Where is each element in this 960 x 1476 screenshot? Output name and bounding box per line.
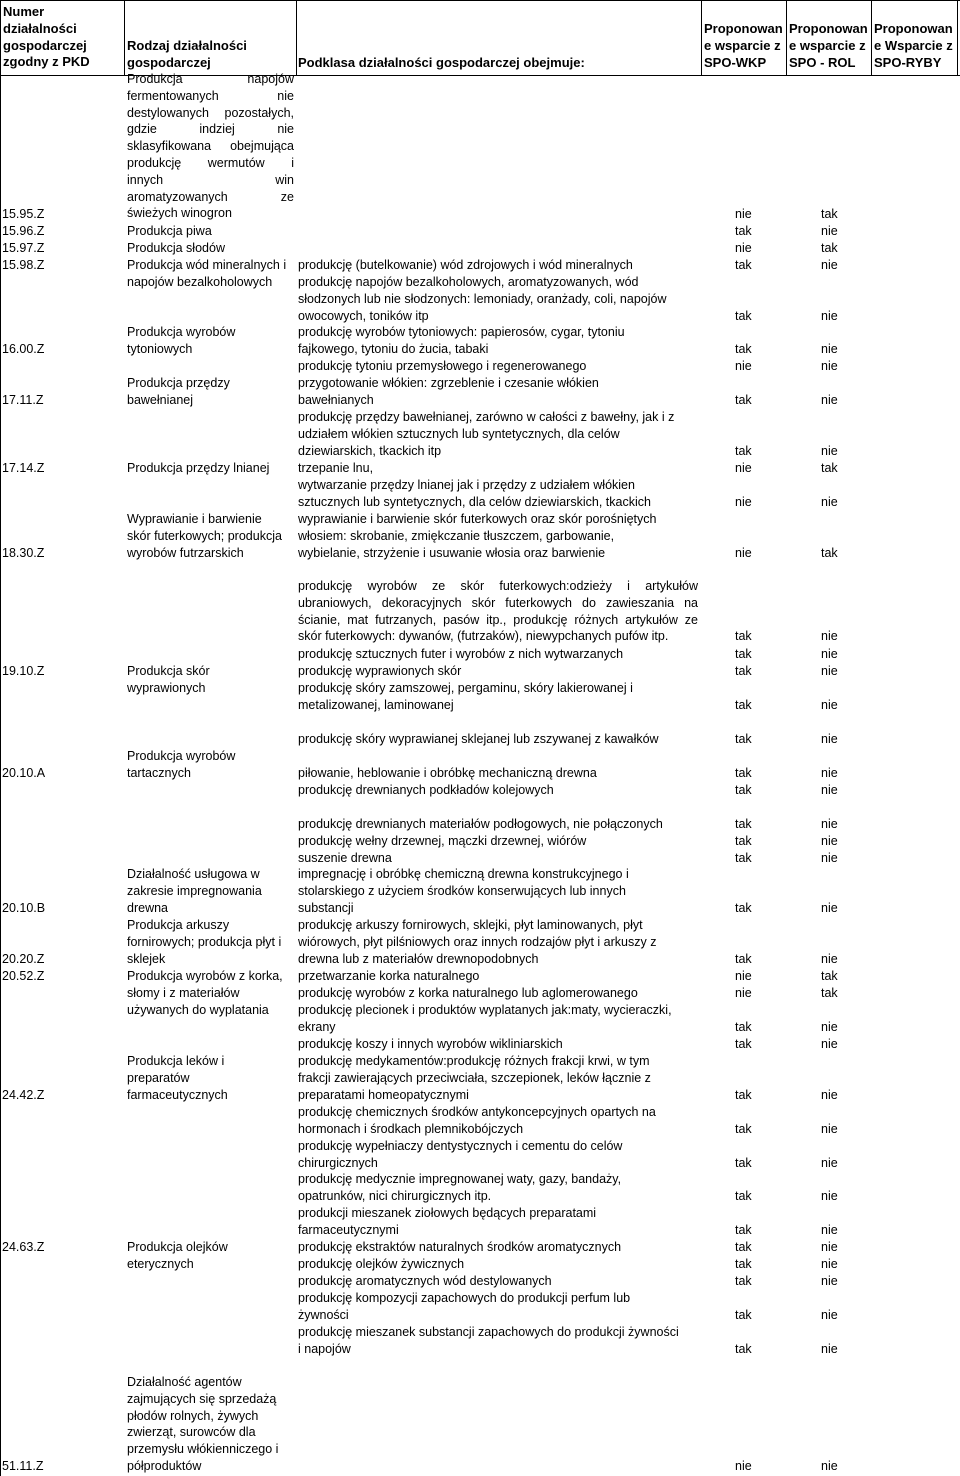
support-rol: nie <box>821 359 838 373</box>
header-podklasa: Podklasa działalności gospodarczej obejmuje: <box>298 55 585 70</box>
support-rol: nie <box>821 1019 838 1034</box>
subclass-description: produkcję mieszanek substancji zapachowych do produkcji żywności i napojów <box>298 1325 679 1356</box>
support-wkp: tak <box>735 664 752 678</box>
subclass-description: produkcję skóry wyprawianej sklejanej lub zszywanej z kawałków <box>298 732 659 746</box>
subclass-description: produkcję wypełniaczy dentystycznych i cementu do celów chirurgicznych <box>298 1139 623 1170</box>
subclass-description: produkcję medycznie impregnowanej waty, gazy, bandaży, opatrunków, nici chirurgicznych itp. <box>298 1172 622 1203</box>
support-rol: nie <box>821 494 838 509</box>
pkd-code: 19.10.Z <box>2 664 45 678</box>
support-wkp: tak <box>735 1257 752 1271</box>
support-rol: nie <box>821 1274 838 1288</box>
subclass-description: wytwarzanie przędzy lnianej jak i przędzy z udziałem włókien sztucznych lub syntetycznych, dla celów dziewiarskich, tkackich <box>298 478 651 509</box>
pkd-code: 15.98.Z <box>2 258 45 272</box>
subclass-description: produkcję kompozycji zapachowych do produkcji perfum lub żywności <box>298 1291 631 1322</box>
support-rol: nie <box>821 1087 838 1102</box>
subclass-description: produkcję olejków żywicznych <box>298 1257 465 1271</box>
pkd-code: 20.10.A <box>2 766 46 780</box>
subclass-description: produkcję aromatycznych wód destylowanych <box>298 1274 552 1288</box>
subclass-description: produkcję (butelkowanie) wód zdrojowych i wód mineralnych <box>298 258 633 272</box>
activity-type: Produkcja przędzy lnianej <box>127 461 270 475</box>
activity-type: Produkcja leków i preparatów farmaceutycznych <box>127 1054 228 1102</box>
grid-line <box>957 0 958 76</box>
support-wkp: tak <box>735 1087 752 1102</box>
subclass-description: produkcję medykamentów:produkcję różnych frakcji krwi, w tym frakcji zawierających przeciwciała, szczepionek, leków łącznie z preparatami homeopatycznymi <box>298 1054 651 1102</box>
support-wkp: nie <box>735 545 752 560</box>
subclass-description: produkcję wełny drzewnej, mączki drzewnej, wiórów <box>298 834 587 848</box>
pkd-code: 15.96.Z <box>2 224 45 238</box>
activity-type: Produkcja przędzy bawełnianej <box>127 376 230 407</box>
support-rol: nie <box>821 1257 838 1271</box>
pkd-code: 15.95.Z <box>2 207 45 221</box>
support-wkp: tak <box>735 697 752 712</box>
support-rol: tak <box>821 241 838 255</box>
support-wkp: tak <box>735 1341 752 1356</box>
subclass-description: produkcję wyrobów tytoniowych: papierosów, cygar, tytoniu fajkowego, tytoniu do żucia, tabaki <box>298 325 625 356</box>
subclass-description: produkcję wyrobów ze skór futerkowych:odzieży i artykułów ubraniowych, dekoracyjnych skór futerkowych do zawieszania na ścianie, mat futrzanych, pasów itp., produkcję różnych artykułów ze skór futerkowych: dywanów, (futrzaków), niewypchanych pufów itp. <box>298 579 698 644</box>
pkd-code: 18.30.Z <box>2 546 45 560</box>
activity-type: Produkcja olejków eterycznych <box>127 1240 228 1271</box>
support-wkp: tak <box>735 392 752 407</box>
support-wkp: nie <box>735 359 752 373</box>
support-wkp: tak <box>735 629 752 644</box>
grid-line <box>296 0 297 76</box>
support-rol: tak <box>821 545 838 560</box>
support-wkp: tak <box>735 732 752 746</box>
subclass-description: wyprawianie i barwienie skór futerkowych oraz skór porośniętych włosiem: skrobanie, zmiękczanie tłuszczem, garbowanie, wybielanie, strzyżenie i usuwanie włosia oraz barwienie <box>298 512 657 560</box>
subclass-description: produkcję arkuszy fornirowych, sklejki, płyt laminowanych, płyt wiórowych, płyt pilśniowych oraz innych rodzajów płyt i arkuszy z drewna lub z materiałów drewnopodobnych <box>298 918 657 966</box>
subclass-description: produkcję chemicznych środków antykoncepcyjnych opartych na hormonach i środkach plemnikobójczych <box>298 1105 656 1136</box>
support-rol: nie <box>821 647 838 661</box>
grid-line <box>124 0 125 76</box>
grid-line <box>0 0 1 1476</box>
support-wkp: tak <box>735 1222 752 1237</box>
pkd-code: 20.20.Z <box>2 952 45 966</box>
support-wkp: tak <box>735 900 752 915</box>
support-wkp: tak <box>735 224 752 238</box>
support-rol: nie <box>821 783 838 797</box>
support-rol: nie <box>821 664 838 678</box>
header-spo-wkp: Proponowan e wsparcie z SPO-WKP <box>704 21 783 70</box>
support-rol: nie <box>821 951 838 966</box>
subclass-description: suszenie drewna <box>298 851 392 865</box>
header-rodzaj: Rodzaj działalności gospodarczej <box>127 38 247 70</box>
support-rol: nie <box>821 817 838 831</box>
support-wkp: tak <box>735 308 752 323</box>
support-rol: nie <box>821 1121 838 1136</box>
pkd-code: 51.11.Z <box>2 1459 44 1473</box>
support-rol: nie <box>821 1307 838 1322</box>
subclass-description: produkcję skóry zamszowej, pergaminu, skóry lakierowanej i metalizowanej, laminowanej <box>298 681 633 712</box>
subclass-description: przygotowanie włókien: zgrzeblenie i czesanie włókien bawełnianych <box>298 376 599 407</box>
support-wkp: tak <box>735 817 752 831</box>
activity-type: Produkcja napojów fermentowanych nie destylowanych pozostałych, gdzie indziej nie sklasyfikowana obejmująca produkcję wermutów i innych win aromatyzowanych ze świeżych winogron <box>127 72 294 221</box>
pkd-code: 24.63.Z <box>2 1240 45 1254</box>
support-wkp: tak <box>735 1274 752 1288</box>
support-wkp: tak <box>735 341 752 356</box>
support-rol: nie <box>821 1240 838 1254</box>
support-wkp: tak <box>735 1037 752 1051</box>
pkd-code: 20.52.Z <box>2 969 45 983</box>
support-wkp: tak <box>735 1188 752 1203</box>
support-rol: tak <box>821 207 838 221</box>
subclass-description: piłowanie, heblowanie i obróbkę mechaniczną drewna <box>298 766 597 780</box>
subclass-description: produkcji mieszanek ziołowych będących preparatami farmaceutycznymi <box>298 1206 597 1237</box>
support-rol: tak <box>821 969 838 983</box>
subclass-description: produkcję koszy i innych wyrobów wikliniarskich <box>298 1037 563 1051</box>
support-rol: nie <box>821 392 838 407</box>
support-rol: nie <box>821 1155 838 1170</box>
activity-type: Produkcja wyrobów tartacznych <box>127 749 236 780</box>
support-rol: nie <box>821 900 838 915</box>
support-rol: nie <box>821 258 838 272</box>
activity-type: Produkcja wyrobów z korka, słomy i z materiałów używanych do wyplatania <box>127 969 283 1017</box>
support-rol: nie <box>821 224 838 238</box>
subclass-description: trzepanie lnu, <box>298 461 374 475</box>
support-rol: nie <box>821 629 838 644</box>
grid-line <box>701 0 702 76</box>
support-wkp: tak <box>735 766 752 780</box>
pkd-code: 24.42.Z <box>2 1088 45 1102</box>
support-wkp: nie <box>735 461 752 475</box>
subclass-description: produkcję wyprawionych skór <box>298 664 462 678</box>
subclass-description: produkcję przędzy bawełnianej, zarówno w całości z bawełny, jak i z udziałem włókien sztucznych lub syntetycznych, dla celów dziewiarskich, tkackich itp <box>298 410 675 458</box>
support-wkp: nie <box>735 494 752 509</box>
subclass-description: produkcję napojów bezalkoholowych, aromatyzowanych, wód słodzonych lub nie słodzonych: lemoniady, oranżady, coli, napojów owocowych, toników itp <box>298 275 667 323</box>
support-wkp: tak <box>735 1240 752 1254</box>
subclass-description: produkcję drewnianych materiałów podłogowych, nie połączonych <box>298 817 663 831</box>
support-wkp: tak <box>735 258 752 272</box>
support-wkp: tak <box>735 851 752 865</box>
support-wkp: nie <box>735 986 752 1000</box>
support-wkp: tak <box>735 647 752 661</box>
activity-type: Produkcja piwa <box>127 224 212 238</box>
pkd-code: 17.14.Z <box>2 461 45 475</box>
support-rol: nie <box>821 1341 838 1356</box>
support-rol: nie <box>821 1037 838 1051</box>
pkd-code: 15.97.Z <box>2 241 45 255</box>
header-pkd: Numer działalności gospodarczej zgodny z PKD <box>3 4 90 70</box>
support-wkp: nie <box>735 241 752 255</box>
subclass-description: produkcję sztucznych futer i wyrobów z nich wytwarzanych <box>298 647 624 661</box>
activity-type: Produkcja skór wyprawionych <box>127 664 210 695</box>
subclass-description: produkcję tytoniu przemysłowego i regenerowanego <box>298 359 587 373</box>
activity-type: Działalność agentów zajmujących się sprzedażą płodów rolnych, żywych zwierząt, surowców dla przemysłu włókienniczego i półproduktów <box>127 1375 279 1473</box>
support-rol: nie <box>821 732 838 746</box>
support-rol: tak <box>821 461 838 475</box>
support-wkp: tak <box>735 1307 752 1322</box>
subclass-description: przetwarzanie korka naturalnego <box>298 969 480 983</box>
support-wkp: tak <box>735 443 752 458</box>
support-wkp: tak <box>735 1155 752 1170</box>
support-rol: nie <box>821 851 838 865</box>
activity-type: Działalność usługowa w zakresie impregnowania drewna <box>127 867 262 915</box>
support-wkp: tak <box>735 834 752 848</box>
grid-line <box>786 0 787 76</box>
support-rol: nie <box>821 766 838 780</box>
support-rol: nie <box>821 308 838 323</box>
support-wkp: tak <box>735 1019 752 1034</box>
support-wkp: tak <box>735 951 752 966</box>
activity-type: Produkcja wód mineralnych i napojów bezalkoholowych <box>127 258 287 289</box>
activity-type: Produkcja arkuszy fornirowych; produkcja płyt i sklejek <box>127 918 282 966</box>
support-rol: nie <box>821 341 838 356</box>
subclass-description: produkcję wyrobów z korka naturalnego lub aglomerowanego <box>298 986 638 1000</box>
header-spo-rol: Proponowan e wsparcie z SPO - ROL <box>789 21 868 70</box>
activity-type: Wyprawianie i barwienie skór futerkowych; produkcja wyrobów futrzarskich <box>127 512 282 560</box>
pkd-code: 20.10.B <box>2 901 46 915</box>
support-wkp: nie <box>735 1459 752 1473</box>
activity-type: Produkcja słodów <box>127 241 225 255</box>
pkd-code: 16.00.Z <box>2 342 45 356</box>
support-rol: nie <box>821 1459 838 1473</box>
grid-line <box>0 0 960 1</box>
support-rol: nie <box>821 1188 838 1203</box>
grid-line <box>871 0 872 76</box>
support-wkp: tak <box>735 783 752 797</box>
subclass-description: produkcję drewnianych podkładów kolejowych <box>298 783 554 797</box>
header-spo-ryby: Proponowan e Wsparcie z SPO-RYBY <box>874 21 953 70</box>
support-wkp: nie <box>735 969 752 983</box>
support-rol: nie <box>821 443 838 458</box>
subclass-description: produkcję ekstraktów naturalnych środków aromatycznych <box>298 1240 622 1254</box>
subclass-description: produkcję plecionek i produktów wyplatanych jak:maty, wycieraczki, ekrany <box>298 1003 672 1034</box>
support-rol: nie <box>821 1222 838 1237</box>
support-rol: nie <box>821 834 838 848</box>
support-wkp: nie <box>735 207 752 221</box>
pkd-code: 17.11.Z <box>2 393 44 407</box>
support-wkp: tak <box>735 1121 752 1136</box>
support-rol: tak <box>821 986 838 1000</box>
subclass-description: impregnację i obróbkę chemiczną drewna konstrukcyjnego i stolarskiego z użyciem środków konserwujących lub innych substancji <box>298 867 629 915</box>
activity-type: Produkcja wyrobów tytoniowych <box>127 325 236 356</box>
support-rol: nie <box>821 697 838 712</box>
